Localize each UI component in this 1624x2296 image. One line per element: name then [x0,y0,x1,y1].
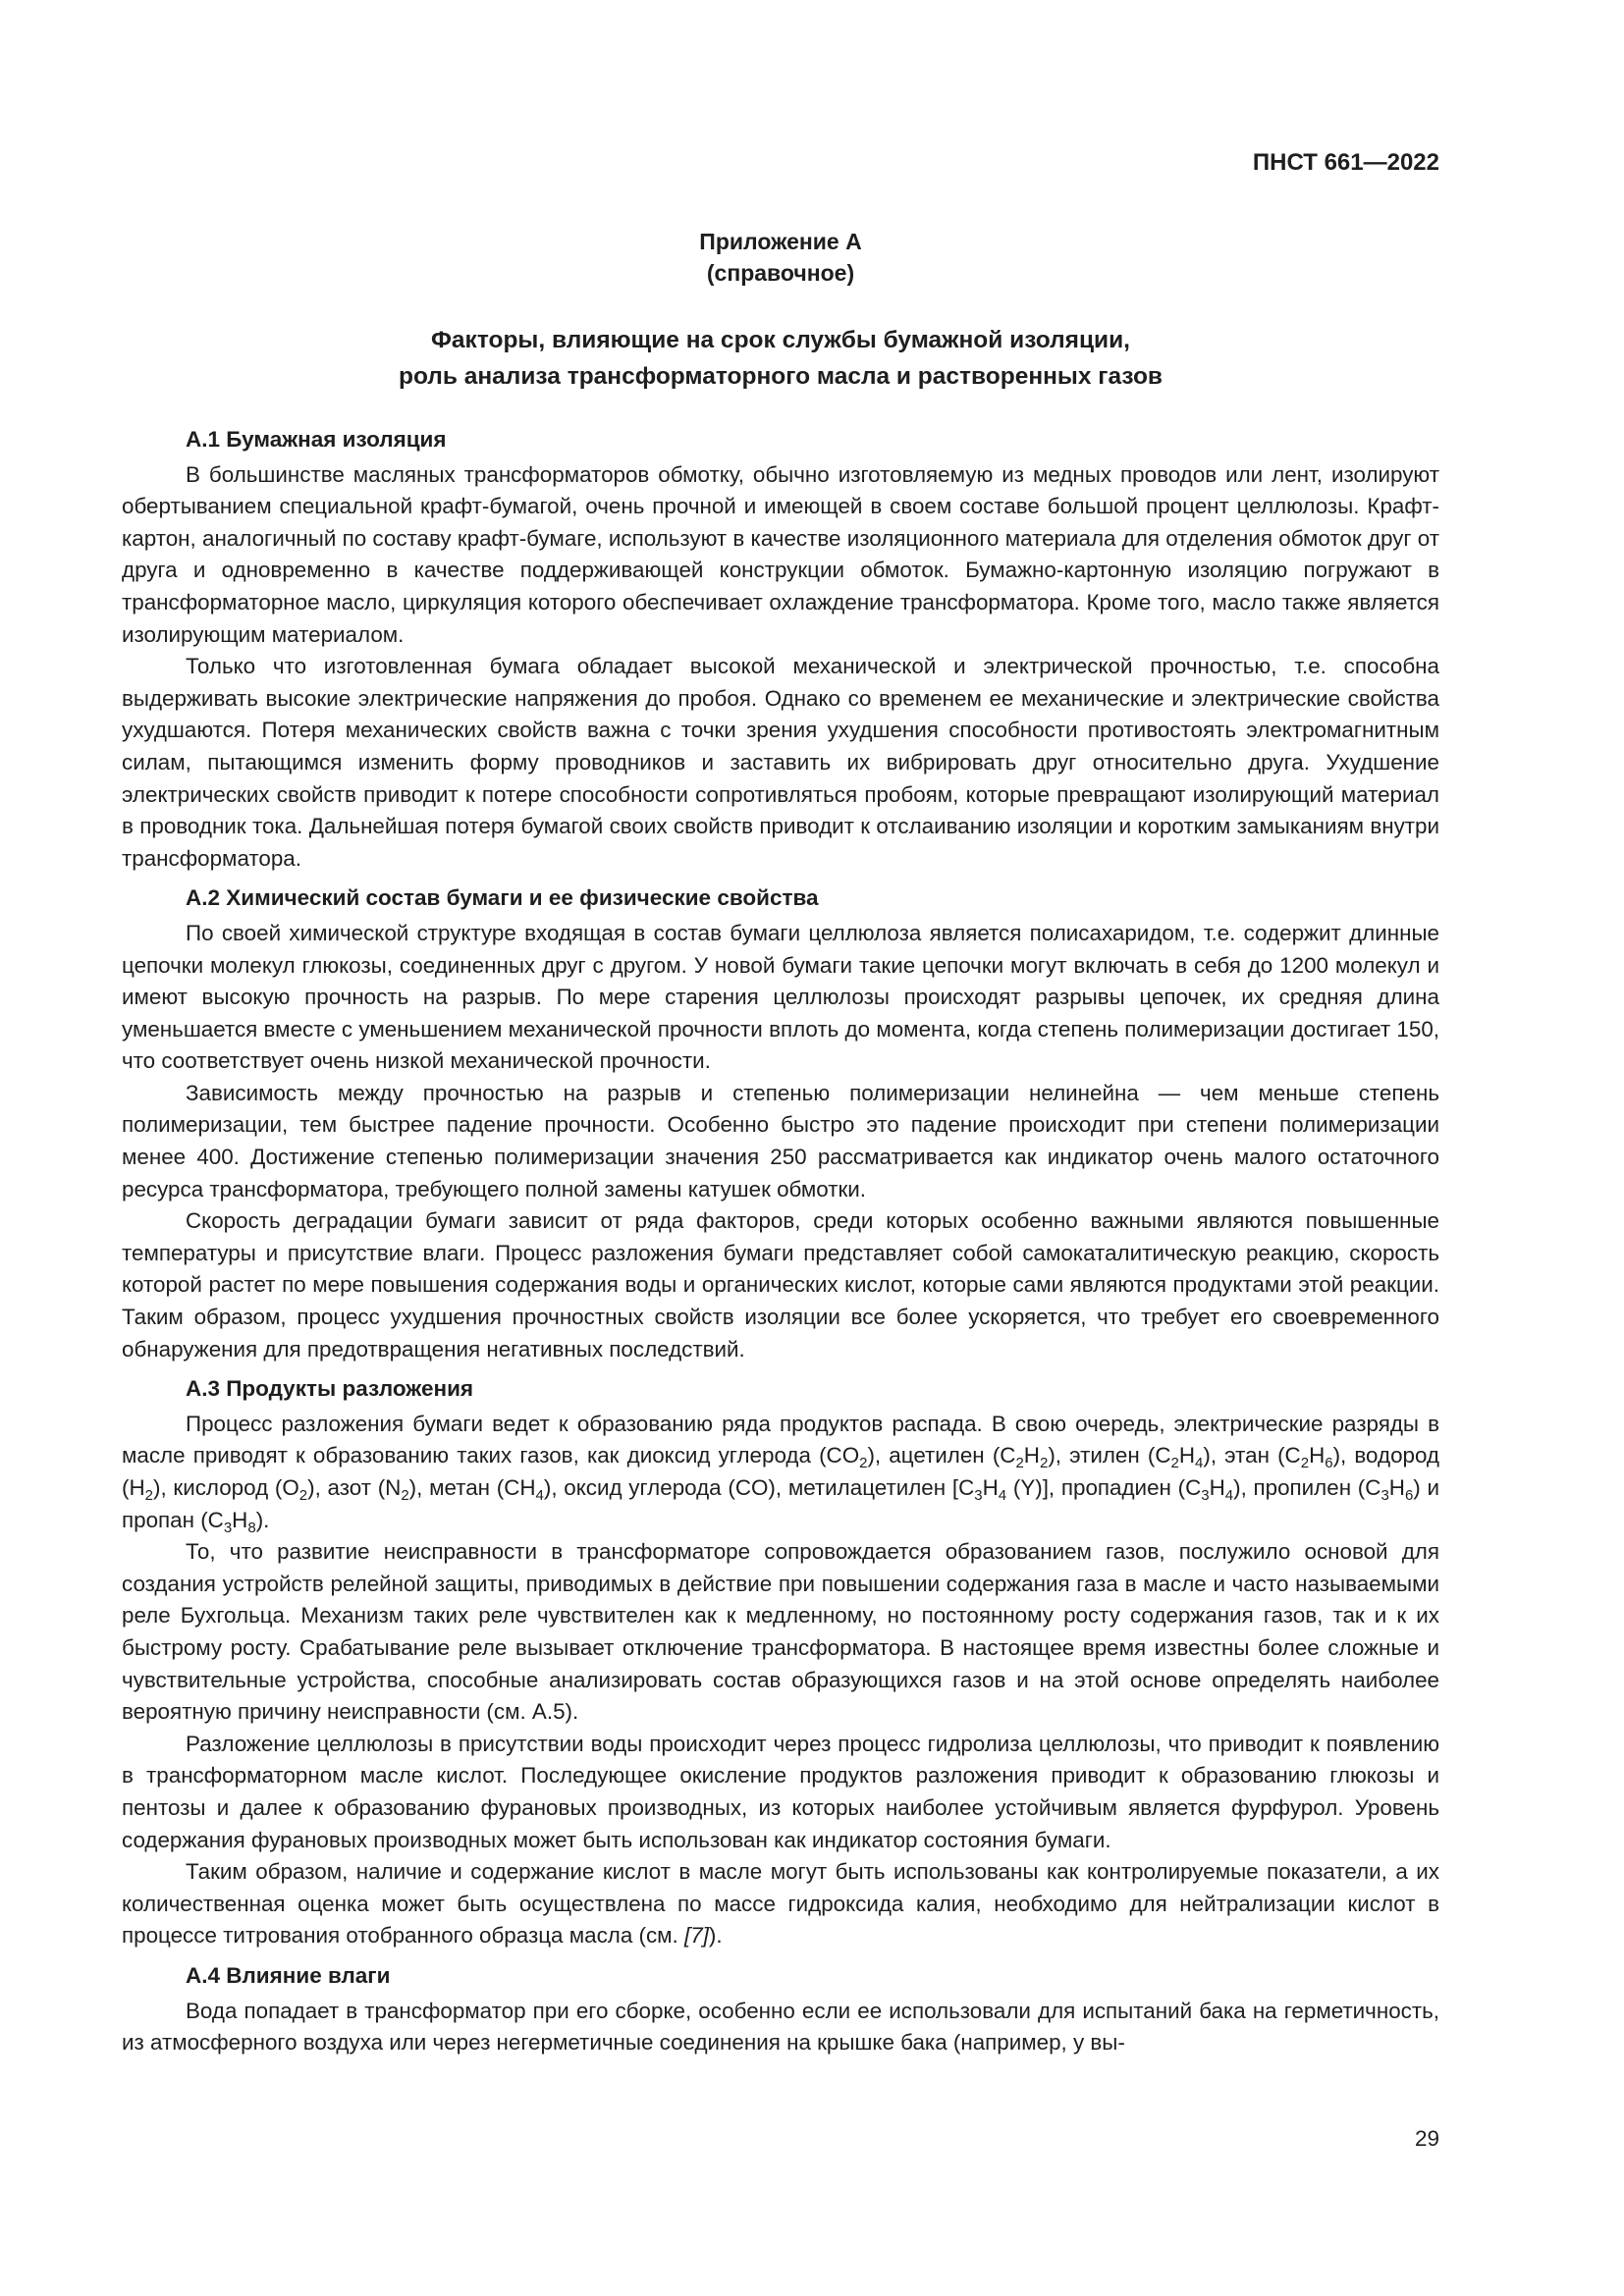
paragraph-a2-1: По своей химической структуре входящая в состав бумаги целлюлоза является полисахаридом, т.е. содержит длинные цепочки молекул глюкозы, соединенных друг с другом. У новой бумаги такие цепочки могут включать в себя до 1200 молекул и имеют высокую прочность на разрыв. По мере старения целлюлозы происходят разрывы цепочек, их средняя длина уменьшается вместе с уменьшением механической прочности вплоть до момента, когда степень полимеризации достигает 150, что соответствует очень низкой механической прочности. [122,920,1439,1074]
document-code: ПНСТ 661—2022 [1252,149,1439,176]
bibliography-reference: [7] [684,1923,709,1949]
section-heading-a4: А.4 Влияние влаги [186,1962,391,1988]
section-heading-a1: А.1 Бумажная изоляция [186,427,447,452]
paragraph-a1-1: В большинстве масляных трансформаторов обмотку, обычно изготовляемую из медных проводов или лент, изолируют обертыванием специальной крафт-бумагой, очень прочной и имеющей в своем составе большой процент целлюлозы. Крафт-картон, аналогичный по составу крафт-бумаге, используют в качестве изоляционного материала для отделения обмоток друг от друга и одновременно в качестве поддерживающей конструкции обмоток. Бумажно-картонную изоляцию погружают в трансформаторное масло, циркуляция которого обеспечивает охлаждение трансформатора. Кроме того, масло также является изолирующим материалом. [122,461,1439,647]
main-title-line-2: роль анализа трансформаторного масла и растворенных газов [398,363,1163,390]
paragraph-a3-1: Процесс разложения бумаги ведет к образованию ряда продуктов распада. В свою очередь, электрические разряды в масле приводят к образованию таких газов, как диоксид углерода $(CO_2)$, ацетилен $(C_2H_2)$, этилен $(C_2H_4)$, этан $(C_2H_6)$, водород $(H_2)$, кислород $(O_2)$, азот $(N_2)$, метан $(CH_4)$, оксид углерода (CO), метилацетилен [$C_3H_4$ (Y)], пропадиен $(C_3H_4)$, пропилен $(C_3H_6)$ и пропан $(C_3H_8)$. [122,1411,1440,1536]
paragraph-a3-2: То, что развитие неисправности в трансформаторе сопровождается образованием газов, послужило основой для создания устройств релейной защиты, приводимых в действие при повышении содержания газа в масле и часто называемыми реле Бухгольца. Механизм таких реле чувствителен как к медленному, но постоянному росту содержания газов, так и к их быстрому росту. Срабатывание реле вызывает отключение трансформатора. В настоящее время известны более сложные и чувствительные устройства, способные анализировать состав образующихся газов и на этой основе определять наиболее вероятную причину неисправности (см. А.5). [122,1539,1439,1725]
paragraph-a3-4: Таким образом, наличие и содержание кислот в масле могут быть использованы как контролируемые показатели, а их количественная оценка может быть осуществлена по массе гидроксида калия, необходимо для нейтрализации кислот в процессе титрования отобранного образца масла (см. [7]). [122,1859,1439,1949]
appendix-title [122,226,1439,289]
main-title [122,322,1439,395]
paragraph-a1-2: Только что изготовленная бумага обладает высокой механической и электрической прочностью, т.е. способна выдерживать высокие электрические напряжения до пробоя. Однако со временем ее механические и электрические свойства ухудшаются. Потеря механических свойств важна с точки зрения ухудшения способности противостоять электромагнитным силам, пытающимся изменить форму проводников и заставить их вибрировать друг относительно друга. Ухудшение электрических свойств приводит к потере способности сопротивляться пробоям, которые превращают изолирующий материал в проводник тока. Дальнейшая потеря бумагой своих свойств приводит к отслаиванию изоляции и коротким замыканиям внутри трансформатора. [122,654,1439,871]
appendix-label: Приложение А [699,229,862,254]
paragraph-a3-3: Разложение целлюлозы в присутствии воды происходит через процесс гидролиза целлюлозы, что приводит к появлению в трансформаторном масле кислот. Последующее окисление продуктов разложения приводит к образованию глюкозы и пентозы и далее к образованию фурановых производных, из которых наиболее устойчивым является фурфурол. Уровень содержания фурановых производных может быть использован как индикатор состояния бумаги. [122,1731,1439,1852]
main-title-line-1: Факторы, влияющие на срок службы бумажной изоляции, [431,327,1130,353]
paragraph-a4-1: Вода попадает в трансформатор при его сборке, особенно если ее использовали для испытаний бака на герметичность, из атмосферного воздуха или через негерметичные соединения на крышке бака (например, у вы- [122,1998,1439,2056]
section-heading-a2: А.2 Химический состав бумаги и ее физические свойства [186,885,819,911]
appendix-type: (справочное) [706,260,855,286]
section-heading-a3: А.3 Продукты разложения [186,1376,474,1402]
page-number: 29 [1414,2126,1439,2151]
paragraph-a2-2: Зависимость между прочностью на разрыв и степенью полимеризации нелинейна — чем меньше степень полимеризации, тем быстрее падение прочности. Особенно быстро это падение происходит при степени полимеризации менее 400. Достижение степенью полимеризации значения 250 рассматривается как индикатор очень малого остаточного ресурса трансформатора, требующего полной замены катушек обмотки. [122,1080,1439,1201]
paragraph-a2-3: Скорость деградации бумаги зависит от ряда факторов, среди которых особенно важными являются повышенные температуры и присутствие влаги. Процесс разложения бумаги представляет собой самокаталитическую реакцию, скорость которой растет по мере повышения содержания воды и органических кислот, которые сами являются продуктами этой реакции. Таким образом, процесс ухудшения прочностных свойств изоляции все более ускоряется, что требует его своевременного обнаружения для предотвращения негативных последствий. [122,1208,1439,1362]
